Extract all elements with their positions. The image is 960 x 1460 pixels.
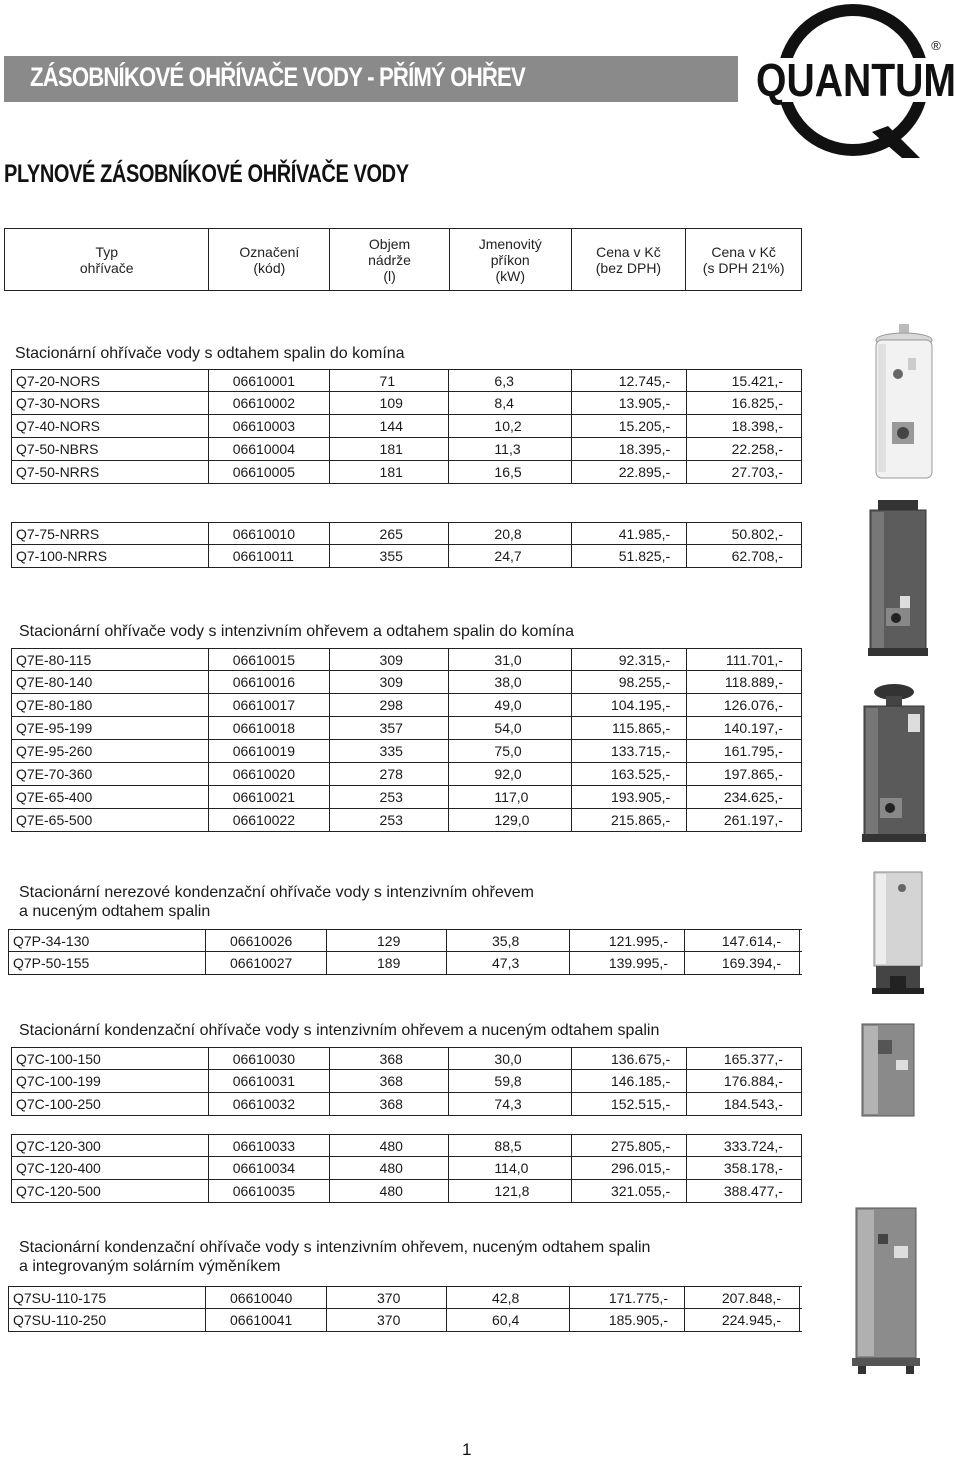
cell-power: 74,3 bbox=[449, 1093, 572, 1115]
water-heater-image bbox=[848, 1206, 924, 1376]
cell-volume: 480 bbox=[330, 1135, 450, 1156]
cell-volume: 368 bbox=[330, 1093, 450, 1115]
col-price-vat: Cena v Kč (s DPH 21%) bbox=[702, 243, 785, 276]
cell-code: 06610011 bbox=[209, 545, 330, 567]
cell-code: 06610001 bbox=[209, 370, 330, 391]
page-subtitle: PLYNOVÉ ZÁSOBNÍKOVÉ OHŘÍVAČE VODY bbox=[4, 160, 409, 188]
table-row bbox=[11, 786, 802, 809]
cell-power: 59,8 bbox=[449, 1070, 572, 1092]
col-power: Jmenovitý příkon (kW) bbox=[450, 229, 572, 290]
cell-volume: 129 bbox=[327, 930, 447, 951]
price-table bbox=[11, 648, 802, 832]
cell-price-net: 146.185,- bbox=[572, 1070, 687, 1092]
cell-price-vat: 50.802,- bbox=[687, 523, 802, 544]
cell-code: 06610030 bbox=[209, 1048, 330, 1069]
cell-price-vat: 224.945,- bbox=[685, 1309, 800, 1331]
cell-volume: 298 bbox=[330, 694, 450, 716]
cell-code: 06610034 bbox=[209, 1157, 330, 1179]
cell-price-vat: 111.701,- bbox=[687, 649, 802, 670]
water-heater-image bbox=[868, 868, 930, 996]
cell-price-vat: 165.377,- bbox=[687, 1048, 802, 1069]
table-row bbox=[11, 740, 802, 763]
table-row bbox=[11, 369, 802, 392]
cell-price-net: 51.825,- bbox=[572, 545, 687, 567]
cell-price-vat: 161.795,- bbox=[687, 740, 802, 762]
price-table bbox=[11, 369, 802, 484]
cell-price-net: 215.865,- bbox=[572, 809, 687, 831]
cell-type: Q7E-80-140 bbox=[12, 671, 209, 693]
cell-price-vat: 176.884,- bbox=[687, 1070, 802, 1092]
cell-price-vat: 62.708,- bbox=[687, 545, 802, 567]
col-volume: Objem nádrže (l) bbox=[330, 229, 450, 290]
cell-code: 06610026 bbox=[206, 930, 327, 951]
cell-price-net: 41.985,- bbox=[572, 523, 687, 544]
cell-power: 54,0 bbox=[449, 717, 572, 739]
table-row bbox=[11, 545, 802, 568]
table-row bbox=[8, 929, 802, 952]
cell-code: 06610032 bbox=[209, 1093, 330, 1115]
price-table bbox=[8, 929, 802, 975]
cell-volume: 370 bbox=[327, 1287, 447, 1308]
cell-type: Q7-50-NBRS bbox=[12, 438, 209, 460]
cell-code: 06610040 bbox=[206, 1287, 327, 1308]
cell-code: 06610031 bbox=[209, 1070, 330, 1092]
cell-price-vat: 358.178,- bbox=[687, 1157, 802, 1179]
cell-power: 10,2 bbox=[449, 415, 572, 437]
cell-price-vat: 16.825,- bbox=[687, 392, 802, 414]
cell-code: 06610003 bbox=[209, 415, 330, 437]
cell-code: 06610010 bbox=[209, 523, 330, 544]
water-heater-image bbox=[866, 500, 930, 658]
cell-code: 06610033 bbox=[209, 1135, 330, 1156]
table-row bbox=[11, 809, 802, 832]
cell-volume: 309 bbox=[330, 649, 450, 670]
cell-code: 06610004 bbox=[209, 438, 330, 460]
cell-type: Q7C-120-400 bbox=[12, 1157, 209, 1179]
cell-price-net: 275.805,- bbox=[572, 1135, 687, 1156]
cell-type: Q7SU-110-250 bbox=[9, 1309, 206, 1331]
section-title: Stacionární nerezové kondenzační ohřívače vody s intenzivním ohřevem a nuceným odtahem spalin bbox=[19, 884, 534, 920]
cell-code: 06610005 bbox=[209, 461, 330, 483]
section-title: Stacionární ohřívače vody s odtahem spalin do komína bbox=[15, 345, 405, 362]
cell-code: 06610018 bbox=[209, 717, 330, 739]
cell-volume: 278 bbox=[330, 763, 450, 785]
cell-power: 121,8 bbox=[449, 1180, 572, 1202]
cell-volume: 109 bbox=[330, 392, 450, 414]
col-code: Označení (kód) bbox=[209, 229, 330, 290]
cell-volume: 368 bbox=[330, 1070, 450, 1092]
cell-price-net: 92.315,- bbox=[572, 649, 687, 670]
cell-code: 06610041 bbox=[206, 1309, 327, 1331]
logo-wordmark: QUANTUM bbox=[756, 54, 956, 106]
cell-volume: 357 bbox=[330, 717, 450, 739]
cell-code: 06610019 bbox=[209, 740, 330, 762]
cell-price-net: 12.745,- bbox=[572, 370, 687, 391]
table-row bbox=[11, 1180, 802, 1203]
cell-price-net: 193.905,- bbox=[572, 786, 687, 808]
cell-price-net: 163.525,- bbox=[572, 763, 687, 785]
cell-price-vat: 15.421,- bbox=[687, 370, 802, 391]
cell-power: 42,8 bbox=[447, 1287, 570, 1308]
cell-power: 38,0 bbox=[449, 671, 572, 693]
cell-price-vat: 140.197,- bbox=[687, 717, 802, 739]
table-row bbox=[8, 952, 802, 975]
cell-price-vat: 388.477,- bbox=[687, 1180, 802, 1202]
cell-code: 06610016 bbox=[209, 671, 330, 693]
cell-code: 06610002 bbox=[209, 392, 330, 414]
cell-price-net: 152.515,- bbox=[572, 1093, 687, 1115]
cell-type: Q7E-80-180 bbox=[12, 694, 209, 716]
cell-volume: 144 bbox=[330, 415, 450, 437]
table-row bbox=[8, 1309, 802, 1332]
cell-power: 30,0 bbox=[449, 1048, 572, 1069]
cell-type: Q7-100-NRRS bbox=[12, 545, 209, 567]
cell-type: Q7C-120-300 bbox=[12, 1135, 209, 1156]
cell-type: Q7C-120-500 bbox=[12, 1180, 209, 1202]
table-row bbox=[11, 522, 802, 545]
cell-power: 6,3 bbox=[449, 370, 572, 391]
cell-power: 20,8 bbox=[449, 523, 572, 544]
cell-power: 24,7 bbox=[449, 545, 572, 567]
col-type: Typ ohřívače bbox=[5, 229, 209, 290]
column-header bbox=[4, 228, 802, 291]
quantum-logo bbox=[752, 0, 960, 162]
price-table bbox=[11, 1047, 802, 1116]
table-row bbox=[11, 648, 802, 671]
cell-price-net: 321.055,- bbox=[572, 1180, 687, 1202]
cell-code: 06610015 bbox=[209, 649, 330, 670]
cell-type: Q7C-100-250 bbox=[12, 1093, 209, 1115]
cell-power: 49,0 bbox=[449, 694, 572, 716]
cell-power: 60,4 bbox=[447, 1309, 570, 1331]
cell-power: 117,0 bbox=[449, 786, 572, 808]
cell-power: 47,3 bbox=[447, 952, 570, 974]
table-row bbox=[11, 1070, 802, 1093]
price-table bbox=[8, 1286, 802, 1332]
cell-type: Q7C-100-150 bbox=[12, 1048, 209, 1069]
cell-price-vat: 27.703,- bbox=[687, 461, 802, 483]
table-row bbox=[11, 717, 802, 740]
table-row bbox=[11, 694, 802, 717]
cell-price-net: 121.995,- bbox=[570, 930, 685, 951]
table-row bbox=[11, 461, 802, 484]
cell-type: Q7-30-NORS bbox=[12, 392, 209, 414]
cell-price-net: 133.715,- bbox=[572, 740, 687, 762]
cell-type: Q7E-65-500 bbox=[12, 809, 209, 831]
table-row bbox=[11, 1157, 802, 1180]
cell-price-net: 139.995,- bbox=[570, 952, 685, 974]
table-row bbox=[11, 1093, 802, 1116]
cell-type: Q7E-65-400 bbox=[12, 786, 209, 808]
cell-volume: 368 bbox=[330, 1048, 450, 1069]
cell-price-net: 296.015,- bbox=[572, 1157, 687, 1179]
cell-price-net: 18.395,- bbox=[572, 438, 687, 460]
section-title: Stacionární ohřívače vody s intenzivním ohřevem a odtahem spalin do komína bbox=[19, 623, 574, 640]
cell-price-vat: 169.394,- bbox=[685, 952, 800, 974]
col-price-net: Cena v Kč (bez DPH) bbox=[572, 229, 687, 290]
water-heater-image bbox=[856, 1020, 920, 1120]
cell-type: Q7-40-NORS bbox=[12, 415, 209, 437]
cell-price-vat: 126.076,- bbox=[687, 694, 802, 716]
cell-code: 06610027 bbox=[206, 952, 327, 974]
cell-type: Q7-20-NORS bbox=[12, 370, 209, 391]
water-heater-image bbox=[858, 682, 930, 844]
cell-price-net: 13.905,- bbox=[572, 392, 687, 414]
cell-price-vat: 22.258,- bbox=[687, 438, 802, 460]
table-row bbox=[11, 1047, 802, 1070]
cell-price-vat: 333.724,- bbox=[687, 1135, 802, 1156]
cell-volume: 480 bbox=[330, 1180, 450, 1202]
price-table bbox=[11, 1134, 802, 1203]
cell-price-vat: 234.625,- bbox=[687, 786, 802, 808]
cell-type: Q7C-100-199 bbox=[12, 1070, 209, 1092]
banner-title: ZÁSOBNÍKOVÉ OHŘÍVAČE VODY - PŘÍMÝ OHŘEV bbox=[30, 62, 525, 92]
section-title: Stacionární kondenzační ohřívače vody s intenzivním ohřevem, nuceným odtahem spalin a integrovaným solárním výměníkem bbox=[19, 1239, 651, 1275]
cell-volume: 265 bbox=[330, 523, 450, 544]
cell-power: 31,0 bbox=[449, 649, 572, 670]
cell-volume: 309 bbox=[330, 671, 450, 693]
cell-volume: 181 bbox=[330, 438, 450, 460]
cell-price-vat: 18.398,- bbox=[687, 415, 802, 437]
cell-power: 16,5 bbox=[449, 461, 572, 483]
cell-code: 06610020 bbox=[209, 763, 330, 785]
cell-power: 88,5 bbox=[449, 1135, 572, 1156]
cell-power: 114,0 bbox=[449, 1157, 572, 1179]
cell-code: 06610017 bbox=[209, 694, 330, 716]
cell-type: Q7E-95-260 bbox=[12, 740, 209, 762]
cell-price-net: 115.865,- bbox=[572, 717, 687, 739]
cell-volume: 355 bbox=[330, 545, 450, 567]
cell-power: 92,0 bbox=[449, 763, 572, 785]
cell-price-net: 185.905,- bbox=[570, 1309, 685, 1331]
cell-volume: 370 bbox=[327, 1309, 447, 1331]
water-heater-image bbox=[868, 322, 940, 482]
cell-volume: 253 bbox=[330, 786, 450, 808]
cell-volume: 253 bbox=[330, 809, 450, 831]
table-row bbox=[11, 438, 802, 461]
cell-code: 06610022 bbox=[209, 809, 330, 831]
cell-power: 35,8 bbox=[447, 930, 570, 951]
cell-price-vat: 207.848,- bbox=[685, 1287, 800, 1308]
table-row bbox=[8, 1286, 802, 1309]
cell-price-vat: 147.614,- bbox=[685, 930, 800, 951]
cell-price-net: 104.195,- bbox=[572, 694, 687, 716]
cell-price-vat: 118.889,- bbox=[687, 671, 802, 693]
cell-price-net: 98.255,- bbox=[572, 671, 687, 693]
cell-price-vat: 184.543,- bbox=[687, 1093, 802, 1115]
cell-code: 06610035 bbox=[209, 1180, 330, 1202]
page-number: 1 bbox=[462, 1440, 472, 1459]
cell-volume: 480 bbox=[330, 1157, 450, 1179]
cell-type: Q7-75-NRRS bbox=[12, 523, 209, 544]
cell-type: Q7SU-110-175 bbox=[9, 1287, 206, 1308]
table-row bbox=[11, 392, 802, 415]
table-row bbox=[11, 671, 802, 694]
cell-power: 129,0 bbox=[449, 809, 572, 831]
table-row bbox=[11, 415, 802, 438]
cell-power: 11,3 bbox=[449, 438, 572, 460]
cell-price-net: 22.895,- bbox=[572, 461, 687, 483]
cell-volume: 335 bbox=[330, 740, 450, 762]
section-title: Stacionární kondenzační ohřívače vody s intenzivním ohřevem a nuceným odtahem spalin bbox=[19, 1022, 660, 1039]
cell-price-net: 136.675,- bbox=[572, 1048, 687, 1069]
cell-volume: 189 bbox=[327, 952, 447, 974]
table-row bbox=[11, 763, 802, 786]
cell-type: Q7E-80-115 bbox=[12, 649, 209, 670]
registered-mark: ® bbox=[931, 38, 941, 53]
cell-price-net: 15.205,- bbox=[572, 415, 687, 437]
cell-volume: 71 bbox=[330, 370, 450, 391]
cell-type: Q7E-70-360 bbox=[12, 763, 209, 785]
cell-power: 8,4 bbox=[449, 392, 572, 414]
cell-type: Q7P-50-155 bbox=[9, 952, 206, 974]
cell-power: 75,0 bbox=[449, 740, 572, 762]
table-row bbox=[11, 1134, 802, 1157]
cell-type: Q7E-95-199 bbox=[12, 717, 209, 739]
cell-price-vat: 197.865,- bbox=[687, 763, 802, 785]
cell-code: 06610021 bbox=[209, 786, 330, 808]
cell-price-vat: 261.197,- bbox=[687, 809, 802, 831]
cell-type: Q7-50-NRRS bbox=[12, 461, 209, 483]
cell-type: Q7P-34-130 bbox=[9, 930, 206, 951]
price-table bbox=[11, 522, 802, 568]
cell-volume: 181 bbox=[330, 461, 450, 483]
cell-price-net: 171.775,- bbox=[570, 1287, 685, 1308]
